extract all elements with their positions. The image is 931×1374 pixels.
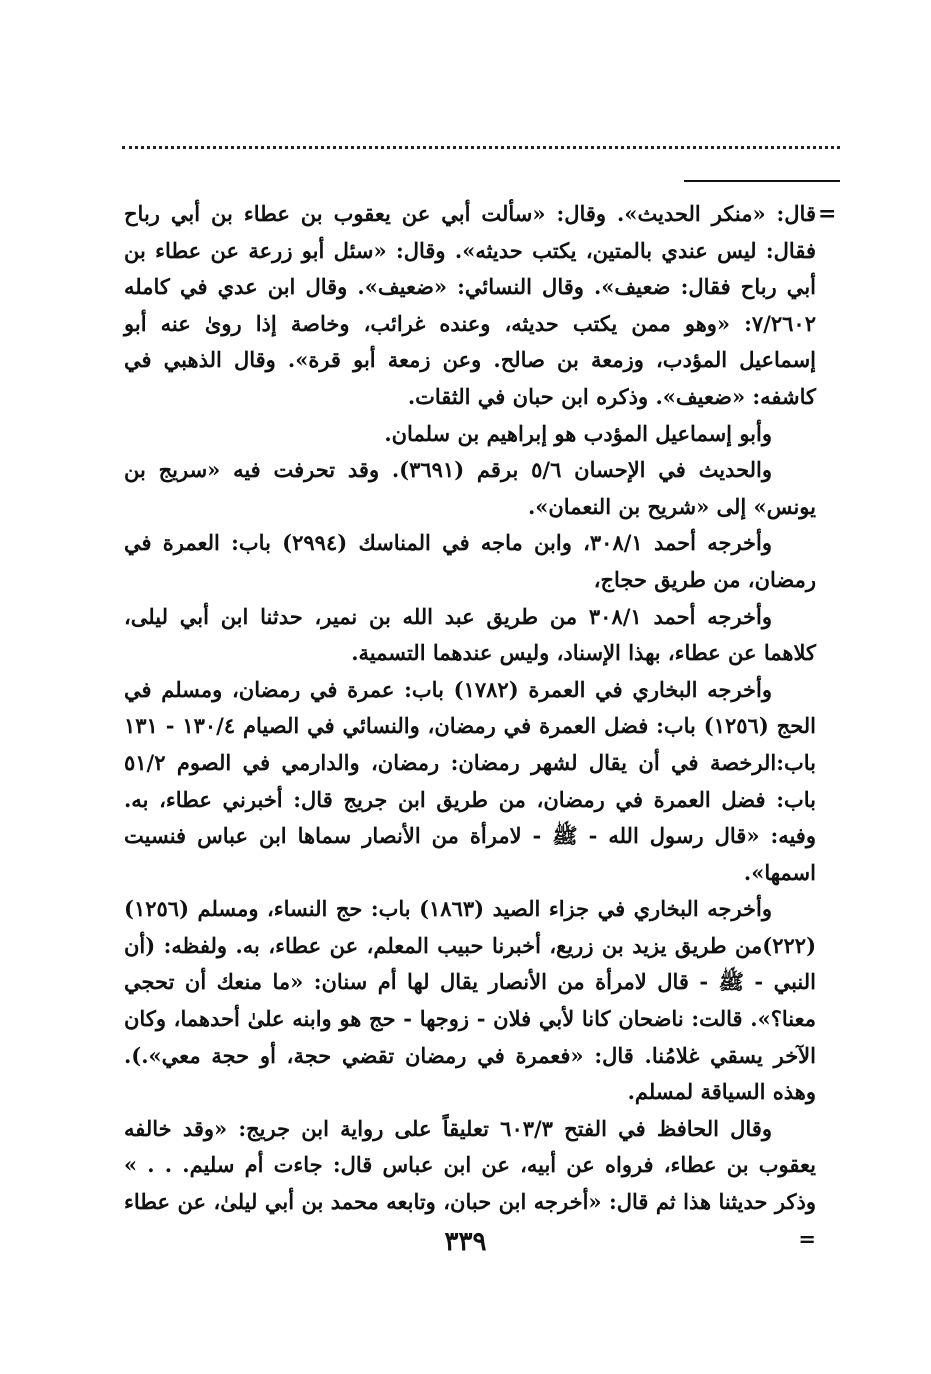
page-number: ٣٣٩	[444, 1227, 487, 1257]
dotted-separator	[122, 146, 840, 149]
continuation-mark: =	[818, 201, 837, 227]
paragraph-8: وقال الحافظ في الفتح ٦٠٣/٣ تعليقاً على رواية ابن جريج: «وقد خالفه يعقوب بن عطاء، فرواه عن أبيه، عن ابن عباس قال: جاءت أم سليم. . . » وذكر حديثنا هذا ثم قال: «أخرجه ابن حبان، وتابعه محمد بن أبي ليلىٰ، عن عطاء =	[124, 1115, 816, 1251]
paragraph-2: وأبو إسماعيل المؤدب هو إبراهيم بن سلمان.	[384, 420, 772, 446]
paragraph-7: وأخرجه البخاري في جزاء الصيد (١٨٦٣) باب: حج النساء، ومسلم (١٢٥٦) (٢٢٢)من طريق يزيد بن زريع، أخبرنا حبيب المعلم، عن عطاء، به. ولفظه: (أن النبي - ﷺ - قال لامرأة من الأنصار يقال لها أم سنان: «ما منعك أن تحجي معنا؟». قالت: ناضحان كانا لأبي فلان - زوجها - حج هو وابنه علىٰ أحدهما، وكان الآخر يسقي غلامُنا. قال: «فعمرة في رمضان تقضي حجة، أو حجة معي».). وهذه السياقة لمسلم.	[124, 896, 816, 1105]
paragraph-3: والحديث في الإحسان ٥/٦ برقم (٣٦٩١). وقد تحرفت فيه «سريج بن يونس» إلى «شريح بن النعمان».	[124, 457, 816, 519]
footnote-separator-rule	[684, 180, 840, 182]
paragraph-1: قال: «منكر الحديث». وقال: «سألت أبي عن يعقوب بن عطاء بن أبي رباح فقال: ليس عندي بالمتين، يكتب حديثه». وقال: «سئل أبو زرعة عن عطاء بن أبي رباح فقال: ضعيف». وقال النسائي: «ضعيف». وقال ابن عدي في كامله ٧/٢٦٠٢: «وهو ممن يكتب حديثه، وعنده غرائب، وخاصة إذا روىٰ عنه أبو إسماعيل المؤدب، وزمعة بن صالح. وعن زمعة أبو قرة». وقال الذهبي في كاشفه: «ضعيف». وذكره ابن حبان في الثقات.	[124, 201, 816, 409]
paragraph-5: وأخرجه أحمد ٣٠٨/١ من طريق عبد الله بن نمير، حدثنا ابن أبي ليلى، كلاهما عن عطاء، بهذا الإسناد، وليس عندهما التسمية.	[124, 603, 816, 666]
paragraph-6: وأخرجه البخاري في العمرة (١٧٨٢) باب: عمرة في رمضان، ومسلم في الحج (١٢٥٦) باب: فضل العمرة في رمضان، والنسائي في الصيام ١٣٠/٤ - ١٣١ باب:الرخصة في أن يقال لشهر رمضان: رمضان، والدارمي في الصوم ٥١/٢ باب: فضل العمرة في رمضان، من طريق ابن جريج قال: أخبرني عطاء، به. وفيه: «قال رسول الله - ﷺ - لامرأة من الأنصار سماها ابن عباس فنسيت اسمها».	[124, 676, 817, 885]
paragraph-4: وأخرجه أحمد ٣٠٨/١، وابن ماجه في المناسك (٢٩٩٤) باب: العمرة في رمضان، من طريق حجاج،	[124, 530, 816, 592]
footnote-text	[124, 196, 816, 1257]
